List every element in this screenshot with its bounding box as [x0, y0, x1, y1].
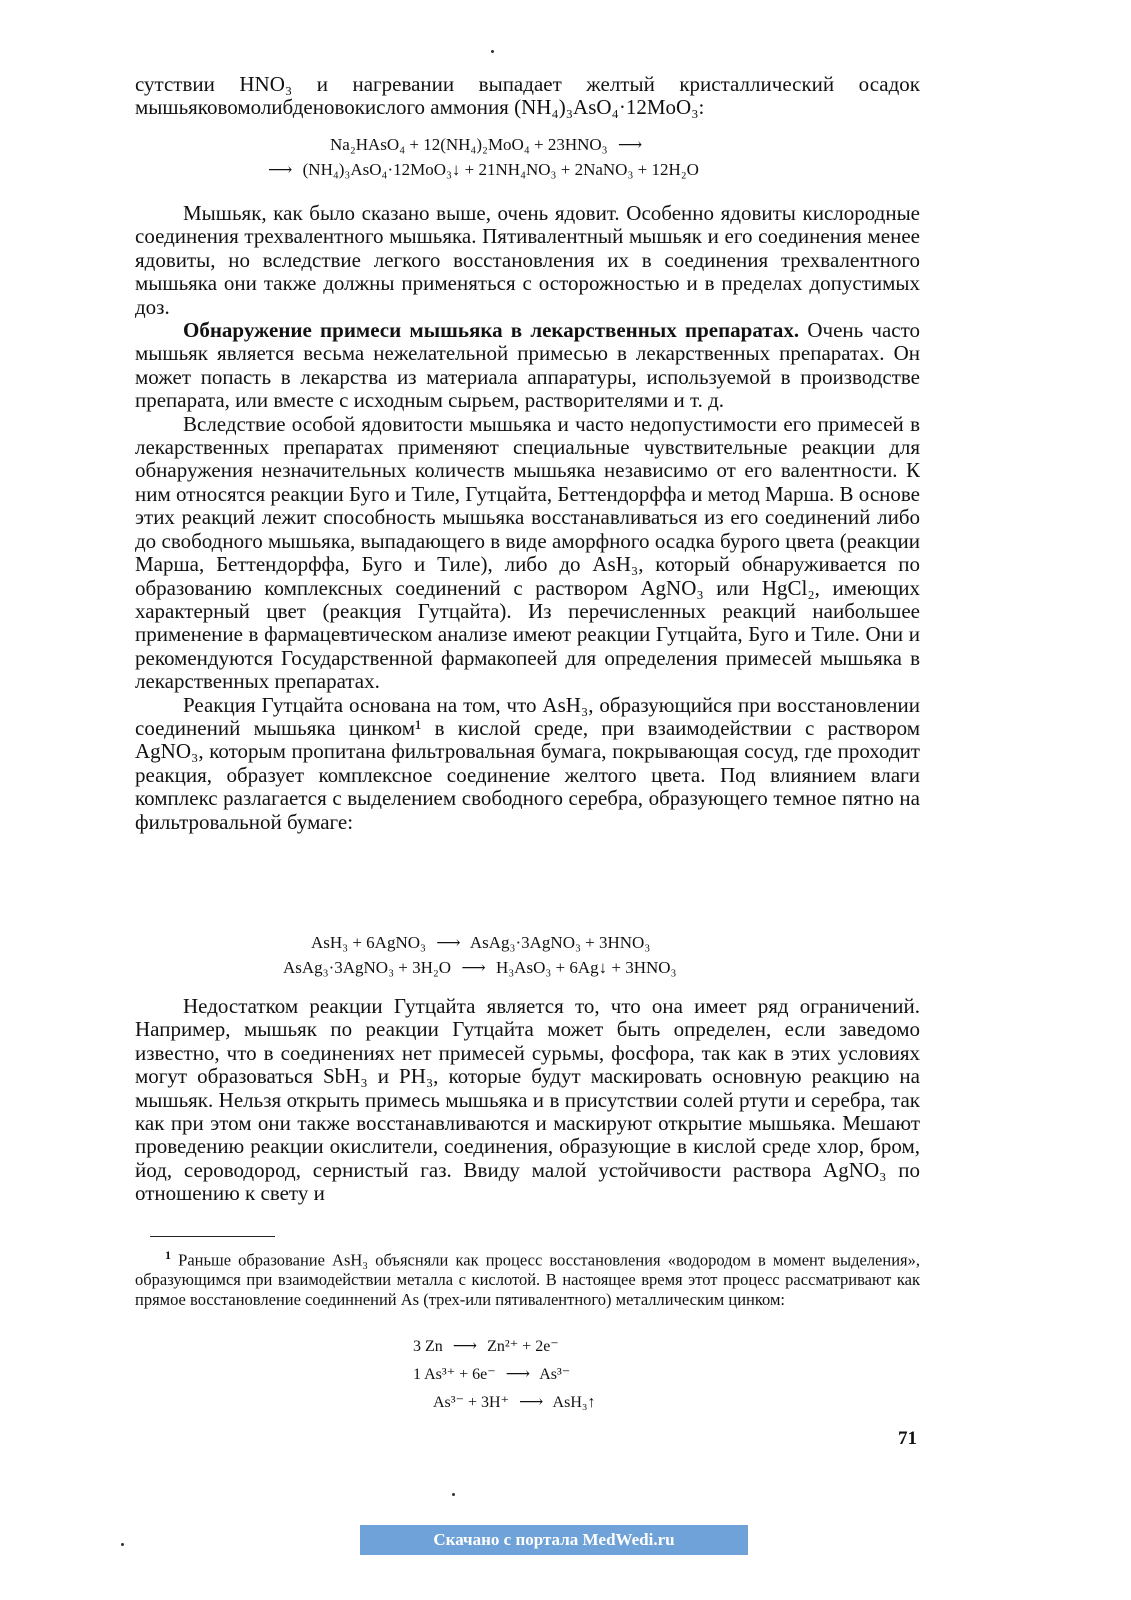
section-heading: Обнаружение примеси мышьяка в лекарственных препаратах. [183, 318, 800, 343]
top-paragraph: сутствии HNO₃ и нагревании выпадает желтый кристаллический осадок мышьяковомолибденовокислого аммония (NH₄)₃AsO₄·12MoO₃: [135, 72, 920, 120]
equation-2-line-2-left: AsAg₃·3AgNO₃ + 3H₂O [283, 958, 452, 977]
drawback-block [135, 995, 920, 1206]
footnote-eq-3-left: As³⁻ + 3H⁺ [433, 1394, 510, 1411]
speck [491, 50, 494, 53]
download-banner-link[interactable]: Скачано с портала MedWedi.ru [360, 1525, 748, 1555]
paragraph-toxicity: Мышьяк, как было сказано выше, очень ядовит. Особенно ядовиты кислородные соединения трехвалентного мышьяка. Пятивалентный мышьяк и его соединения менее ядовиты, но вследствие легкого восстановления их в соединения трехвалентного мышьяка они также должны применяться с осторожностью и в пределах допустимых доз. [135, 201, 920, 319]
footnote-eq-3 [413, 1388, 713, 1416]
footnote-divider [150, 1236, 275, 1237]
reaction-arrow-icon: ⟶ [436, 933, 461, 952]
footnote-eq-2-right: As³⁻ [539, 1366, 571, 1383]
footnote-text [135, 1246, 920, 1309]
equation-2-line-2-right: H₃AsO₃ + 6Ag↓ + 3HNO₃ [495, 958, 677, 977]
paragraph-impurity-text: Очень часто мышьяк является весьма нежелательной примесью в лекарственных препаратах. Он может попасть в лекарства из материала аппаратуры, используемой в производстве препарата, или вместе с исходным сырьем, растворителями и т. д. [135, 318, 921, 413]
reaction-arrow-icon: ⟶ [268, 160, 293, 179]
reaction-arrow-icon: ⟶ [505, 1364, 531, 1383]
footnote-eq-1-right: Zn²⁺ + 2e⁻ [487, 1338, 559, 1355]
reaction-arrow-icon: ⟶ [461, 958, 486, 977]
paragraph-impurity [135, 319, 920, 413]
footnote-body: Раньше образование AsH₃ объясняли как процесс восстановления «водородом в момент выделения», образующимся при взаимодействии металла с кислотой. В настоящее время этот процесс рассматривают как прямое восстановление соединнений As (трех-или пятивалентного) металлическим цинком: [135, 1250, 921, 1309]
footnote-marker: 1 [165, 1248, 171, 1262]
equation-1-line-1-text: Na₂HAsO₄ + 12(NH₄)₂MoO₄ + 23HNO₃ [330, 135, 608, 154]
footnote-eq-2 [413, 1360, 713, 1388]
footnote-equations [413, 1332, 713, 1416]
equation-1-line-1 [262, 132, 822, 157]
equation-1-line-2-text: (NH₄)₃AsO₄·12MoO₃↓ + 21NH₄NO₃ + 2NaNO₃ + 12H₂O [302, 160, 699, 179]
paragraph-drawback: Недостатком реакции Гутцайта является то, что она имеет ряд ограничений. Например, мышьяк по реакции Гутцайта может быть определен, если заведомо известно, что в соединениях нет примесей сурьмы, фосфора, так как в этих условиях могут образоваться SbH₃ и PH₃, которые будут маскировать основную реакцию на мышьяк. Нельзя открыть примесь мышьяка и в присутствии солей ртути и серебра, так как при этом они также восстанавливаются и маскируют открытие мышьяка. Мешают проведению реакции окислители, соединения, образующие в кислой среде хлор, бром, йод, сероводород, сернистый газ. Ввиду малой устойчивости раствора AgNO₃ по отношению к свету и [135, 994, 920, 1206]
equation-1 [262, 132, 822, 182]
footnote-eq-2-left: 1 As³⁺ + 6e⁻ [413, 1366, 496, 1383]
reaction-arrow-icon: ⟶ [519, 1392, 544, 1411]
equation-2-line-1-left: AsH₃ + 6AgNO₃ [311, 933, 426, 952]
page-number: 71 [898, 1428, 917, 1449]
footnote-eq-3-right: AsH₃↑ [552, 1394, 596, 1411]
equation-2-line-2 [283, 955, 803, 980]
equation-2-line-1-right: AsAg₃·3AgNO₃ + 3HNO₃ [469, 933, 651, 952]
equation-2 [283, 930, 803, 980]
speck [452, 1493, 455, 1496]
footnote [135, 1246, 920, 1309]
top-paragraph-block [135, 73, 920, 120]
equation-1-line-2 [262, 157, 822, 182]
reaction-arrow-icon: ⟶ [617, 135, 643, 154]
speck [121, 1543, 124, 1546]
reaction-arrow-icon: ⟶ [452, 1336, 478, 1355]
footnote-eq-1-left: 3 Zn [413, 1338, 443, 1355]
paragraph-gutzeit: Реакция Гутцайта основана на том, что AsH₃, образующийся при восстановлении соединений мышьяка цинком¹ в кислой среде, при взаимодействии с раствором AgNO₃, которым пропитана фильтровальная бумага, покрывающая сосуд, где проходит реакция, образует комплексное соединение желтого цвета. Под влиянием влаги комплекс разлагается с выделением свободного серебра, образующего темное пятно на фильтровальной бумаге: [135, 692, 920, 834]
footnote-eq-1 [413, 1332, 713, 1360]
equation-2-line-1 [283, 930, 803, 955]
paragraph-reactions: Вследствие особой ядовитости мышьяка и часто недопустимости его примесей в лекарственных препаратах применяют специальные чувствительные реакции для обнаружения незначительных количеств мышьяка независимо от его валентности. К ним относятся реакции Буго и Тиле, Гутцайта, Беттендорффа и метод Марша. В основе этих реакций лежит способность мышьяка восстанавливаться из его соединений либо до свободного мышьяка, выпадающего в виде аморфного осадка бурого цвета (реакции Марша, Беттендорффа, Буго и Тиле), либо до AsH₃, который обнаруживается по образованию комплексных соединений с раствором AgNO₃ или HgCl₂, имеющих характерный цвет (реакция Гутцайта). Из перечисленных реакций наибольшее применение в фармацевтическом анализе имеют реакции Гутцайта, Буго и Тиле. Они и рекомендуются Государственной фармакопеей для определения примесей мышьяка в лекарственных препаратах. [135, 411, 920, 694]
body-text [135, 202, 920, 834]
